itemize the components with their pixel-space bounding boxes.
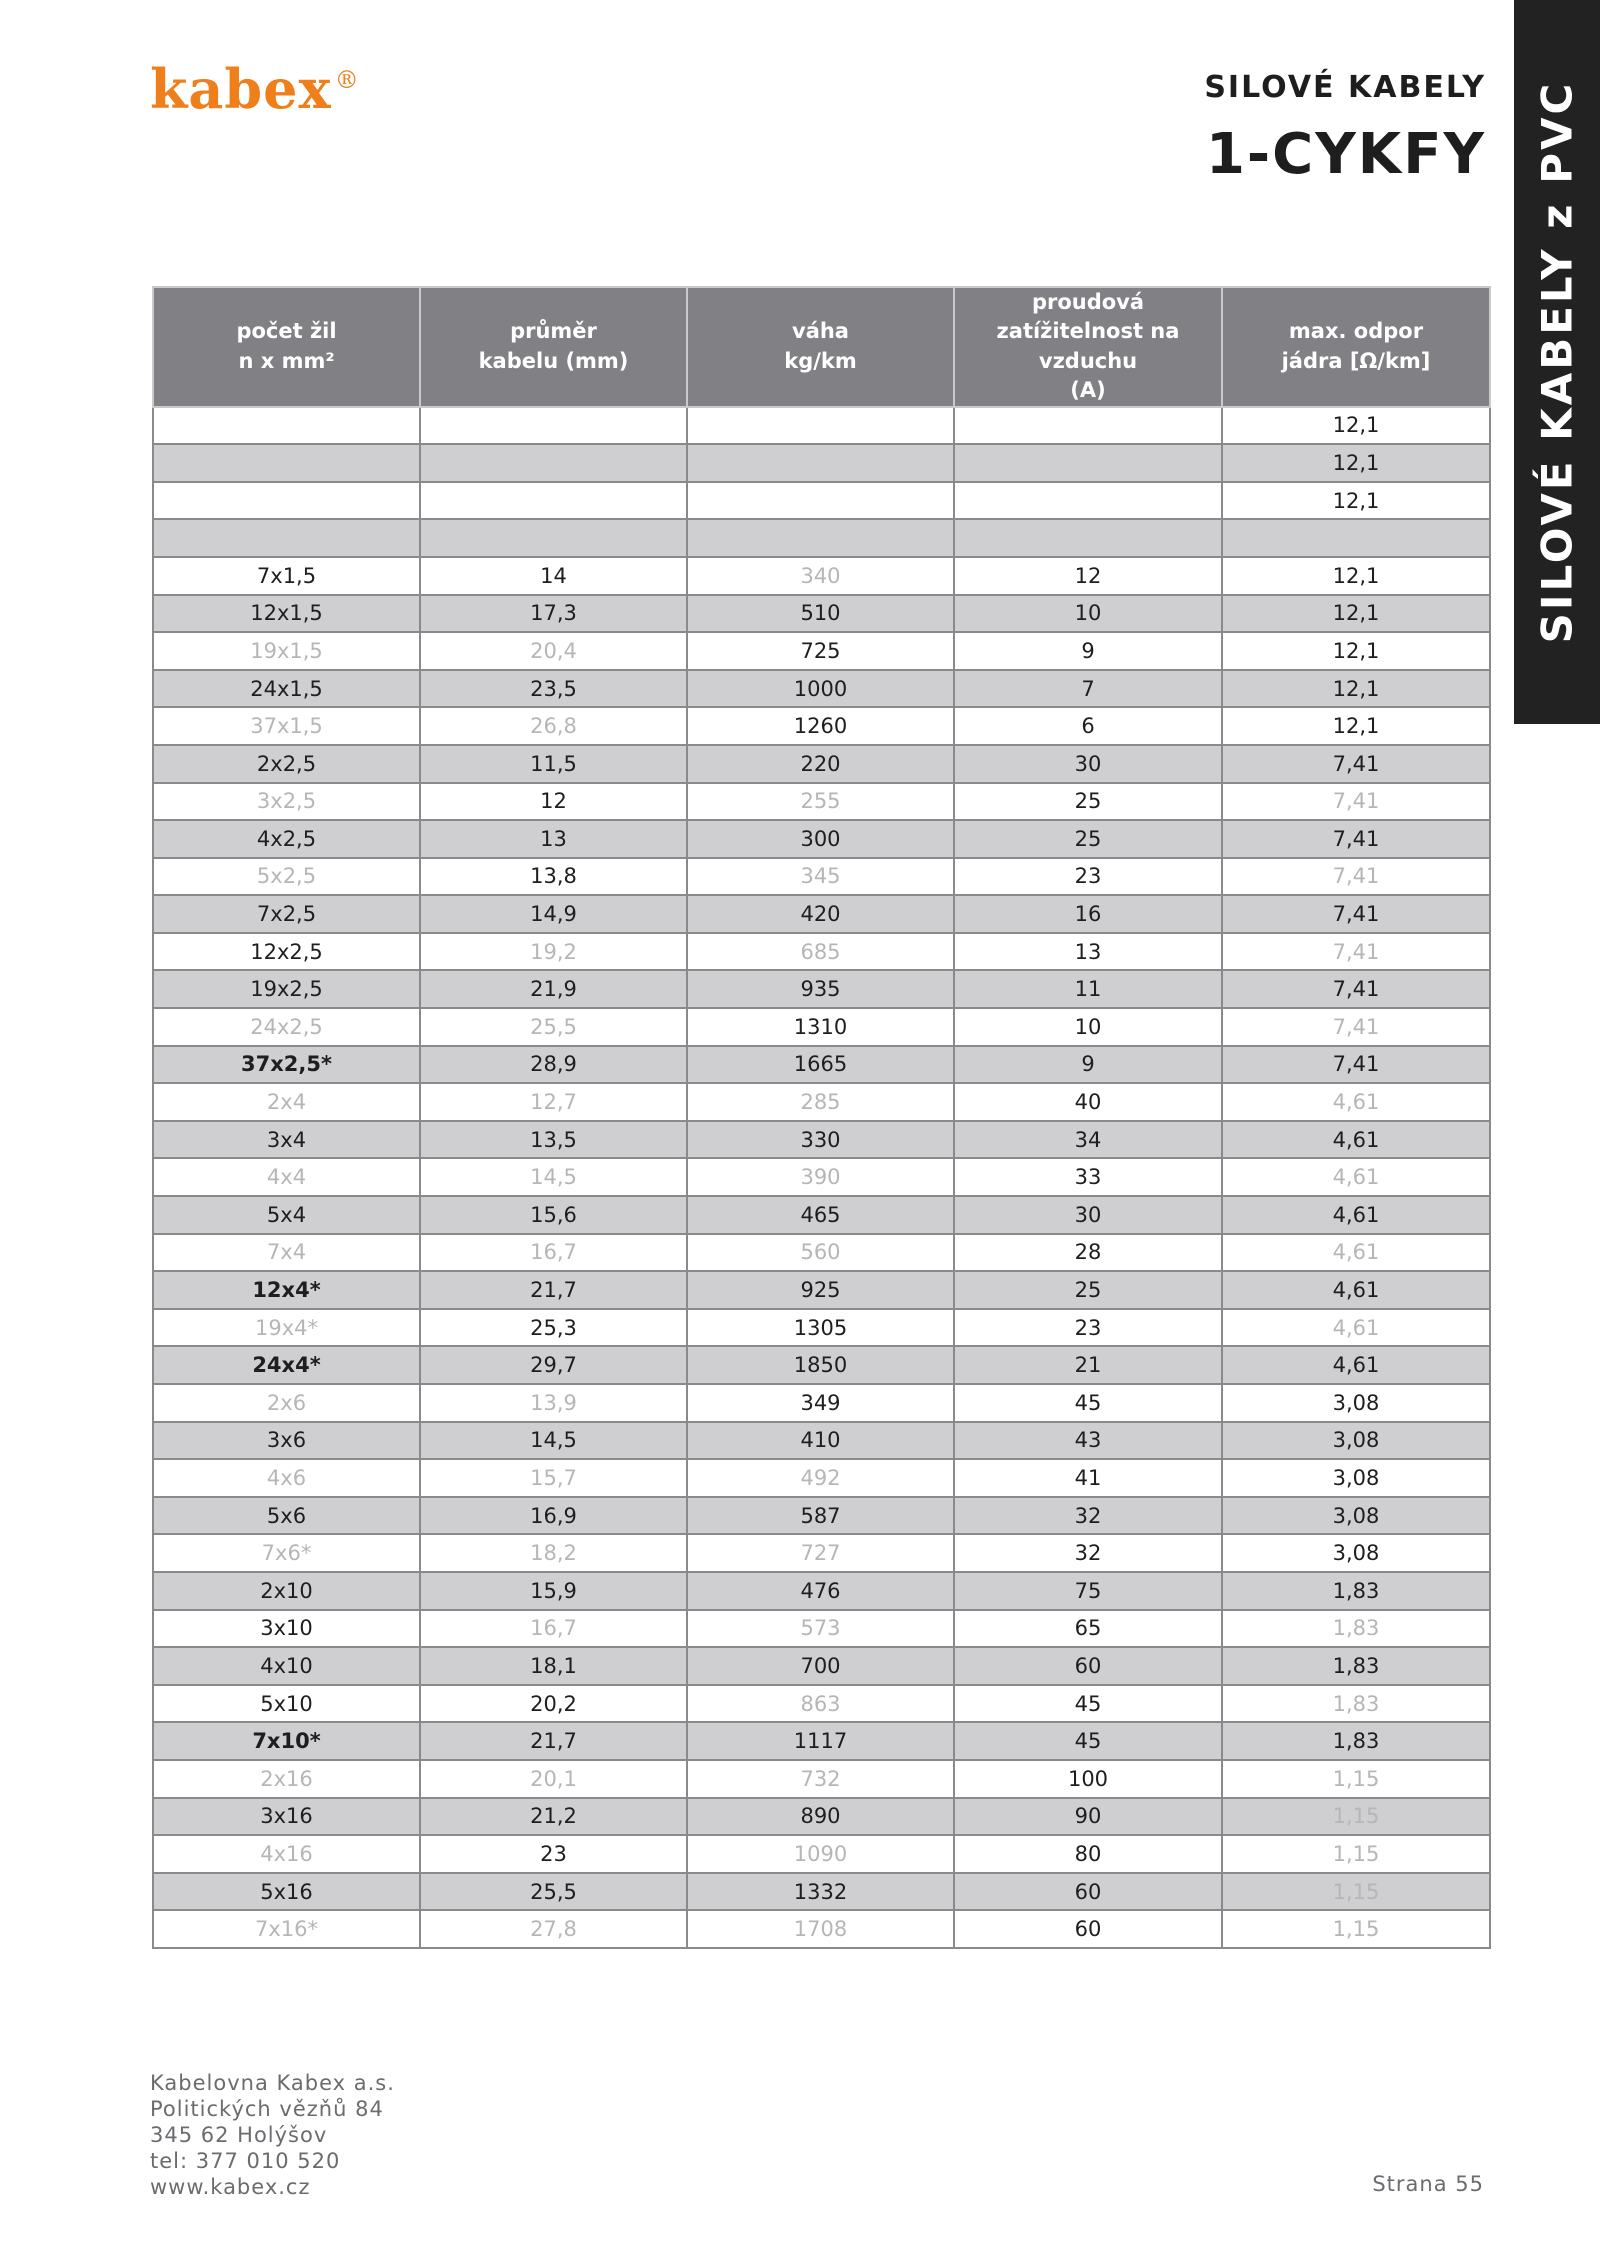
table-cell: 587 (687, 1497, 954, 1535)
table-cell: 13,5 (420, 1121, 687, 1159)
table-row (153, 557, 1490, 595)
table-cell: 3,08 (1222, 1534, 1490, 1572)
table-cell: 4x6 (153, 1459, 420, 1497)
table-cell: 25 (954, 820, 1222, 858)
table-cell: 12,7 (420, 1083, 687, 1121)
table-cell: 330 (687, 1121, 954, 1159)
table-cell: 685 (687, 933, 954, 971)
table-cell: 7x4 (153, 1234, 420, 1272)
table-cell (954, 519, 1222, 557)
table-row (153, 1158, 1490, 1196)
table-cell: 23 (954, 1309, 1222, 1347)
table-row (153, 1384, 1490, 1422)
table-cell: 1117 (687, 1722, 954, 1760)
table-row (153, 1647, 1490, 1685)
table-row (153, 933, 1490, 971)
table-cell: 1,15 (1222, 1798, 1490, 1836)
table-cell: 2x4 (153, 1083, 420, 1121)
table-cell (687, 482, 954, 520)
table-cell: 1,15 (1222, 1873, 1490, 1911)
table-cell: 15,6 (420, 1196, 687, 1234)
table-cell: 11,5 (420, 745, 687, 783)
table-cell: 14 (420, 557, 687, 595)
table-cell: 21 (954, 1346, 1222, 1384)
table-cell: 7,41 (1222, 745, 1490, 783)
street-address: Politických vězňů 84 (150, 2097, 384, 2121)
table-cell: 10 (954, 1008, 1222, 1046)
table-cell: 45 (954, 1722, 1222, 1760)
table-cell: 1305 (687, 1309, 954, 1347)
table-cell: 1000 (687, 670, 954, 708)
table-cell: 12,1 (1222, 444, 1490, 482)
table-cell: 60 (954, 1910, 1222, 1948)
table-cell: 5x16 (153, 1873, 420, 1911)
table-cell: 3,08 (1222, 1459, 1490, 1497)
table-cell (687, 407, 954, 445)
table-cell: 21,2 (420, 1798, 687, 1836)
table-row (153, 858, 1490, 896)
table-row (153, 407, 1490, 445)
table-cell: 25,5 (420, 1873, 687, 1911)
table-cell: 3,08 (1222, 1497, 1490, 1535)
table-cell: 12x1,5 (153, 595, 420, 633)
table-cell: 23 (954, 858, 1222, 896)
table-row (153, 1722, 1490, 1760)
table-cell: 1,83 (1222, 1685, 1490, 1723)
header-line: kabelu (mm) (478, 348, 629, 373)
category-title: SILOVÉ KABELY (1204, 70, 1486, 105)
table-cell: 1,15 (1222, 1910, 1490, 1948)
table-cell: 12,1 (1222, 482, 1490, 520)
table-cell: 16,7 (420, 1234, 687, 1272)
table-cell: 4,61 (1222, 1234, 1490, 1272)
table-cell: 300 (687, 820, 954, 858)
table-cell (954, 444, 1222, 482)
table-cell: 29,7 (420, 1346, 687, 1384)
table-cell (153, 407, 420, 445)
table-cell: 7x16* (153, 1910, 420, 1948)
table-cell: 5x4 (153, 1196, 420, 1234)
table-cell: 25,3 (420, 1309, 687, 1347)
table-cell: 890 (687, 1798, 954, 1836)
table-cell: 3x6 (153, 1422, 420, 1460)
table-row (153, 595, 1490, 633)
table-cell: 12 (420, 783, 687, 821)
table-cell: 390 (687, 1158, 954, 1196)
table-cell: 3,08 (1222, 1422, 1490, 1460)
table-cell: 13,9 (420, 1384, 687, 1422)
table-cell: 80 (954, 1835, 1222, 1873)
table-row (153, 1008, 1490, 1046)
table-cell: 7,41 (1222, 783, 1490, 821)
table-cell: 4,61 (1222, 1121, 1490, 1159)
table-cell: 700 (687, 1647, 954, 1685)
table-cell: 220 (687, 745, 954, 783)
table-cell: 19x4* (153, 1309, 420, 1347)
table-cell: 420 (687, 895, 954, 933)
header-line: proudová (1031, 290, 1145, 314)
table-cell: 25 (954, 1271, 1222, 1309)
table-cell: 4,61 (1222, 1083, 1490, 1121)
table-cell: 1,83 (1222, 1610, 1490, 1648)
table-row (153, 1346, 1490, 1384)
table-cell: 7x6* (153, 1534, 420, 1572)
table-cell: 24x1,5 (153, 670, 420, 708)
table-cell: 11 (954, 970, 1222, 1008)
table-cell: 21,7 (420, 1271, 687, 1309)
header-line: počet žil (236, 319, 337, 344)
table-cell: 23,5 (420, 670, 687, 708)
table-cell: 7,41 (1222, 970, 1490, 1008)
table-cell (153, 519, 420, 557)
table-cell: 12,1 (1222, 707, 1490, 745)
table-cell: 5x2,5 (153, 858, 420, 896)
header-cores (153, 287, 420, 407)
table-cell: 12,1 (1222, 557, 1490, 595)
table-cell: 7x1,5 (153, 557, 420, 595)
table-cell (420, 482, 687, 520)
table-cell: 4x16 (153, 1835, 420, 1873)
table-row (153, 1121, 1490, 1159)
table-cell: 60 (954, 1873, 1222, 1911)
table-cell: 3x4 (153, 1121, 420, 1159)
header-current-capacity (954, 287, 1222, 407)
table-cell: 5x10 (153, 1685, 420, 1723)
table-cell: 17,3 (420, 595, 687, 633)
table-cell: 21,9 (420, 970, 687, 1008)
website: www.kabex.cz (150, 2175, 311, 2199)
table-cell: 12,1 (1222, 670, 1490, 708)
table-cell: 19,2 (420, 933, 687, 971)
table-cell: 1850 (687, 1346, 954, 1384)
table-cell: 573 (687, 1610, 954, 1648)
company-address (150, 2070, 395, 2200)
table-cell: 100 (954, 1760, 1222, 1798)
table-cell: 7,41 (1222, 933, 1490, 971)
table-cell: 410 (687, 1422, 954, 1460)
company-name: Kabelovna Kabex a.s. (150, 2071, 395, 2095)
table-cell: 25,5 (420, 1008, 687, 1046)
table-cell: 1310 (687, 1008, 954, 1046)
table-row (153, 632, 1490, 670)
table-cell: 2x2,5 (153, 745, 420, 783)
table-cell: 14,5 (420, 1158, 687, 1196)
table-cell: 1,83 (1222, 1572, 1490, 1610)
table-cell: 3,08 (1222, 1384, 1490, 1422)
table-cell: 863 (687, 1685, 954, 1723)
table-cell: 13,8 (420, 858, 687, 896)
table-row (153, 1835, 1490, 1873)
table-cell (1222, 519, 1490, 557)
table-cell (420, 519, 687, 557)
table-row (153, 482, 1490, 520)
table-row (153, 519, 1490, 557)
table-cell: 345 (687, 858, 954, 896)
table-cell: 7x2,5 (153, 895, 420, 933)
table-cell: 20,2 (420, 1685, 687, 1723)
table-cell: 255 (687, 783, 954, 821)
table-row (153, 1459, 1490, 1497)
table-cell: 37x1,5 (153, 707, 420, 745)
table-cell: 3x10 (153, 1610, 420, 1648)
header-max-resistance (1222, 287, 1490, 407)
table-cell (954, 482, 1222, 520)
table-cell: 476 (687, 1572, 954, 1610)
table-cell: 10 (954, 595, 1222, 633)
header-line: kg/km (784, 348, 857, 373)
table-row (153, 1271, 1490, 1309)
table-cell: 1665 (687, 1046, 954, 1084)
header-line: n x mm² (238, 348, 335, 373)
table-cell: 14,9 (420, 895, 687, 933)
table-row (153, 895, 1490, 933)
header-diameter (420, 287, 687, 407)
logo-text: kabex (150, 57, 332, 121)
table-cell: 45 (954, 1384, 1222, 1422)
table-cell: 2x16 (153, 1760, 420, 1798)
table-cell: 7,41 (1222, 858, 1490, 896)
table-cell (153, 444, 420, 482)
table-row (153, 707, 1490, 745)
table-cell: 1260 (687, 707, 954, 745)
table-cell: 26,8 (420, 707, 687, 745)
table-cell: 1332 (687, 1873, 954, 1911)
table-cell (153, 482, 420, 520)
table-row (153, 1422, 1490, 1460)
header-line: (A) (1070, 378, 1106, 403)
table-cell: 725 (687, 632, 954, 670)
table-cell: 4,61 (1222, 1196, 1490, 1234)
table-cell: 12x4* (153, 1271, 420, 1309)
table-cell: 492 (687, 1459, 954, 1497)
table-cell: 16,9 (420, 1497, 687, 1535)
table-cell: 24x4* (153, 1346, 420, 1384)
table-cell: 60 (954, 1647, 1222, 1685)
table-cell: 12,1 (1222, 407, 1490, 445)
header-line: jádra [Ω/km] (1281, 348, 1431, 373)
table-cell: 9 (954, 632, 1222, 670)
table-body (153, 407, 1490, 1948)
table-row (153, 1234, 1490, 1272)
table-cell: 19x1,5 (153, 632, 420, 670)
postal-city: 345 62 Holýšov (150, 2123, 328, 2147)
table-row (153, 1497, 1490, 1535)
table-cell: 7,41 (1222, 820, 1490, 858)
table-cell: 16,7 (420, 1610, 687, 1648)
table-row (153, 1873, 1490, 1911)
table-cell: 12x2,5 (153, 933, 420, 971)
header-weight (687, 287, 954, 407)
table-row (153, 745, 1490, 783)
table-cell: 41 (954, 1459, 1222, 1497)
table-cell: 3x2,5 (153, 783, 420, 821)
table-cell: 43 (954, 1422, 1222, 1460)
table-row (153, 1046, 1490, 1084)
table-cell: 1708 (687, 1910, 954, 1948)
header-line: váha (792, 319, 849, 344)
table-cell: 65 (954, 1610, 1222, 1648)
table-cell: 15,9 (420, 1572, 687, 1610)
table-cell: 75 (954, 1572, 1222, 1610)
table-cell: 1,15 (1222, 1760, 1490, 1798)
table-cell: 28,9 (420, 1046, 687, 1084)
kabex-logo (150, 57, 360, 121)
table-cell: 18,2 (420, 1534, 687, 1572)
table-cell (954, 407, 1222, 445)
table-cell: 4,61 (1222, 1271, 1490, 1309)
table-cell: 7x10* (153, 1722, 420, 1760)
table-cell: 2x10 (153, 1572, 420, 1610)
table-cell: 1,15 (1222, 1835, 1490, 1873)
table-cell: 4x4 (153, 1158, 420, 1196)
table-cell: 19x2,5 (153, 970, 420, 1008)
table-cell: 24x2,5 (153, 1008, 420, 1046)
table-row (153, 1309, 1490, 1347)
table-row (153, 970, 1490, 1008)
registered-mark: ® (334, 66, 360, 94)
table-cell: 12,1 (1222, 632, 1490, 670)
table-row (153, 1534, 1490, 1572)
table-row (153, 444, 1490, 482)
table-cell (687, 519, 954, 557)
table-row (153, 1083, 1490, 1121)
header-line: max. odpor (1288, 319, 1424, 344)
table-cell: 20,1 (420, 1760, 687, 1798)
table-cell: 37x2,5* (153, 1046, 420, 1084)
table-cell: 40 (954, 1083, 1222, 1121)
table-cell: 45 (954, 1685, 1222, 1723)
header-line: průměr (510, 319, 597, 344)
product-title: 1-CYKFY (1205, 122, 1486, 187)
table-row (153, 670, 1490, 708)
table-cell (687, 444, 954, 482)
table-row (153, 1610, 1490, 1648)
table-cell: 90 (954, 1798, 1222, 1836)
table-row (153, 1572, 1490, 1610)
table-cell: 4x2,5 (153, 820, 420, 858)
table-cell: 4x10 (153, 1647, 420, 1685)
table-cell: 285 (687, 1083, 954, 1121)
table-cell: 2x6 (153, 1384, 420, 1422)
table-cell: 1,83 (1222, 1647, 1490, 1685)
table-cell: 15,7 (420, 1459, 687, 1497)
table-row (153, 1685, 1490, 1723)
table-cell: 12,1 (1222, 595, 1490, 633)
table-cell: 23 (420, 1835, 687, 1873)
table-cell: 5x6 (153, 1497, 420, 1535)
cable-spec-table (152, 286, 1491, 1949)
table-header-row (153, 287, 1490, 407)
table-row (153, 1196, 1490, 1234)
table-cell: 28 (954, 1234, 1222, 1272)
table-row (153, 1798, 1490, 1836)
table-cell: 6 (954, 707, 1222, 745)
table-cell: 21,7 (420, 1722, 687, 1760)
table-cell: 4,61 (1222, 1309, 1490, 1347)
table-cell: 16 (954, 895, 1222, 933)
table-cell: 32 (954, 1497, 1222, 1535)
table-cell: 1090 (687, 1835, 954, 1873)
table-cell: 20,4 (420, 632, 687, 670)
table-cell: 30 (954, 745, 1222, 783)
table-cell: 12 (954, 557, 1222, 595)
table-cell: 340 (687, 557, 954, 595)
table-cell: 9 (954, 1046, 1222, 1084)
table-cell: 13 (954, 933, 1222, 971)
table-cell: 465 (687, 1196, 954, 1234)
table-cell: 7,41 (1222, 895, 1490, 933)
table-cell: 7 (954, 670, 1222, 708)
table-cell: 925 (687, 1271, 954, 1309)
header-line: zatížitelnost na vzduchu (996, 319, 1180, 373)
table-row (153, 1760, 1490, 1798)
table-cell: 935 (687, 970, 954, 1008)
side-tab-label: SILOVÉ KABELY z PVC (1532, 80, 1582, 644)
table-cell: 27,8 (420, 1910, 687, 1948)
table-cell: 727 (687, 1534, 954, 1572)
table-row (153, 1910, 1490, 1948)
page-number: Strana 55 (1372, 2172, 1484, 2196)
table-cell: 33 (954, 1158, 1222, 1196)
table-cell (420, 407, 687, 445)
table-row (153, 783, 1490, 821)
table-cell: 7,41 (1222, 1046, 1490, 1084)
table-cell: 732 (687, 1760, 954, 1798)
table-cell: 30 (954, 1196, 1222, 1234)
table-cell: 510 (687, 595, 954, 633)
table-cell: 3x16 (153, 1798, 420, 1836)
table-row (153, 820, 1490, 858)
table-cell: 13 (420, 820, 687, 858)
table-cell: 18,1 (420, 1647, 687, 1685)
table-cell: 349 (687, 1384, 954, 1422)
phone: tel: 377 010 520 (150, 2149, 341, 2173)
table-cell: 25 (954, 783, 1222, 821)
table-cell: 32 (954, 1534, 1222, 1572)
table-cell: 560 (687, 1234, 954, 1272)
table-cell: 4,61 (1222, 1158, 1490, 1196)
table-cell (420, 444, 687, 482)
table-cell: 34 (954, 1121, 1222, 1159)
table-cell: 14,5 (420, 1422, 687, 1460)
table-cell: 4,61 (1222, 1346, 1490, 1384)
table-cell: 7,41 (1222, 1008, 1490, 1046)
table-cell: 1,83 (1222, 1722, 1490, 1760)
